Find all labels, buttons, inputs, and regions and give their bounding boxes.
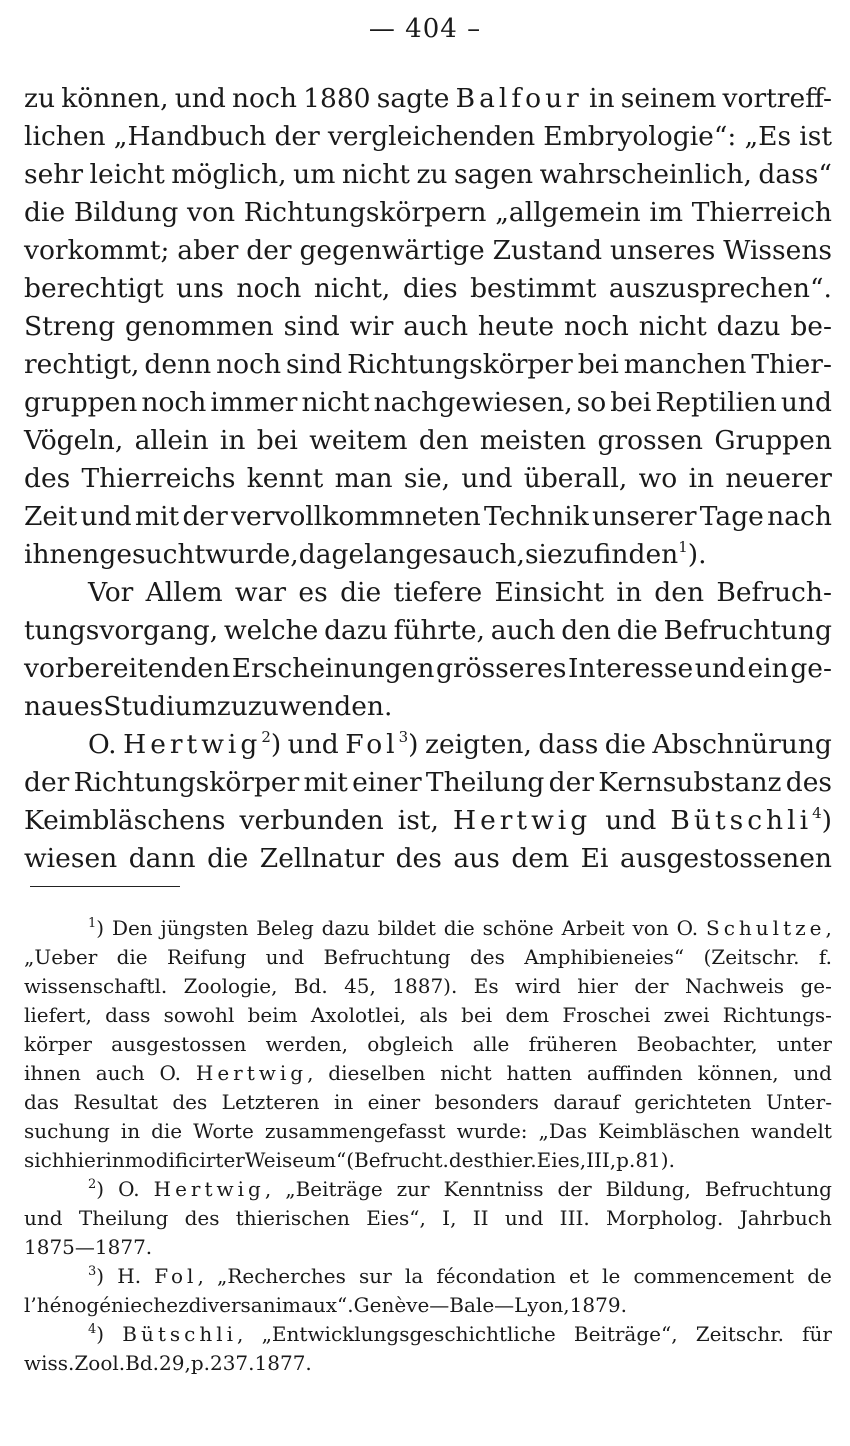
body-line: Streng genommen sind wir auch heute noch nicht dazu be-	[24, 311, 832, 342]
footnote-line: $^2$) O. Hertwig, „Beiträge zur Kenntniss der Bildung, Befruchtung	[88, 1177, 832, 1201]
body-line: wiesen dann die Zellnatur des aus dem Ei ausgestossenen	[24, 843, 832, 874]
footnote-line: sich hier in modificirter Weise um“ (Befrucht. des thier. Eies, III, p. 81).	[24, 1148, 675, 1172]
footnote-line: liefert, dass sowohl beim Axolotlei, als bei dem Froschei zwei Richtungs-	[24, 1003, 832, 1027]
body-line: zu können, und noch 1880 sagte Balfour in seinem vortreff-	[24, 83, 832, 114]
body-text	[24, 80, 832, 878]
footnote-line: wissenschaftl. Zoologie, Bd. 45, 1887). Es wird hier der Nachweis ge-	[24, 974, 832, 998]
body-line: vorkommt; aber der gegenwärtige Zustand unseres Wissens	[24, 235, 832, 266]
body-line: rechtigt, denn noch sind Richtungskörper bei manchen Thier-	[24, 349, 832, 380]
footnotes	[24, 914, 832, 1378]
body-line: Zeit und mit der vervollkommneten Technik unserer Tage nach	[24, 501, 832, 532]
body-line: naues Studium zuzuwenden.	[24, 691, 393, 722]
body-line: Keimbläschens verbunden ist, Hertwig und Bütschli$^4$)	[24, 804, 832, 836]
body-line: ihnen gesucht wurde, da gelang es auch, sie zu finden$^1$).	[24, 538, 707, 570]
body-line: berechtigt uns noch nicht, dies bestimmt auszusprechen“.	[24, 273, 832, 304]
footnote-line: $^4$) Bütschli, „Entwicklungsgeschichtliche Beiträge“, Zeitschr. für	[88, 1322, 832, 1346]
body-line: des Thierreichs kennt man sie, und überall, wo in neuerer	[24, 463, 832, 494]
page-number: — 404 –	[368, 14, 482, 44]
body-line: lichen „Handbuch der vergleichenden Embryologie“: „Es ist	[24, 121, 832, 152]
footnote-line: $^1$) Den jüngsten Beleg dazu bildet die schöne Arbeit von O. Schultze,	[88, 916, 832, 940]
footnote-line: ihnen auch O. Hertwig, dieselben nicht hatten auffinden können, und	[24, 1061, 832, 1085]
footnote-line: wiss. Zool. Bd. 29, p. 237. 1877.	[24, 1351, 312, 1375]
footnote-line: das Resultat des Letzteren in einer besonders darauf gerichteten Unter-	[24, 1090, 832, 1114]
body-line: der Richtungskörper mit einer Theilung der Kernsubstanz des	[24, 767, 832, 798]
footnote-line: „Ueber die Reifung und Befruchtung des Amphibieneies“ (Zeitschr. f.	[24, 945, 832, 969]
body-line: tungsvorgang, welche dazu führte, auch den die Befruchtung	[24, 615, 832, 646]
footnote-line: $^3$) H. Fol, „Recherches sur la fécondation et le commencement de	[88, 1264, 832, 1288]
body-line: Vor Allem war es die tiefere Einsicht in den Befruch-	[88, 577, 832, 608]
body-line: O. Hertwig$^2$) und Fol$^3$) zeigten, dass die Abschnürung	[88, 728, 832, 760]
body-line: die Bildung von Richtungskörpern „allgemein im Thierreich	[24, 197, 832, 228]
footnote-line: körper ausgestossen werden, obgleich alle früheren Beobachter, unter	[24, 1032, 832, 1056]
body-line: gruppen noch immer nicht nachgewiesen, so bei Reptilien und	[24, 387, 832, 418]
footnote-line: suchung in die Worte zusammengefasst wurde: „Das Keimbläschen wandelt	[24, 1119, 832, 1143]
footnote-separator	[30, 886, 180, 887]
body-line: vorbereitenden Erscheinungen grösseres Interesse und ein ge-	[24, 653, 832, 684]
body-line: sehr leicht möglich, um nicht zu sagen wahrscheinlich, dass“	[24, 159, 832, 190]
footnote-line: 1875—1877.	[24, 1235, 153, 1259]
body-line: Vögeln, allein in bei weitem den meisten grossen Gruppen	[24, 425, 832, 456]
footnote-line: l’hénogénie chez divers animaux“. Genève—Bale—Lyon, 1879.	[24, 1293, 627, 1317]
footnote-line: und Theilung des thierischen Eies“, I, II und III. Morpholog. Jahrbuch	[24, 1206, 832, 1230]
